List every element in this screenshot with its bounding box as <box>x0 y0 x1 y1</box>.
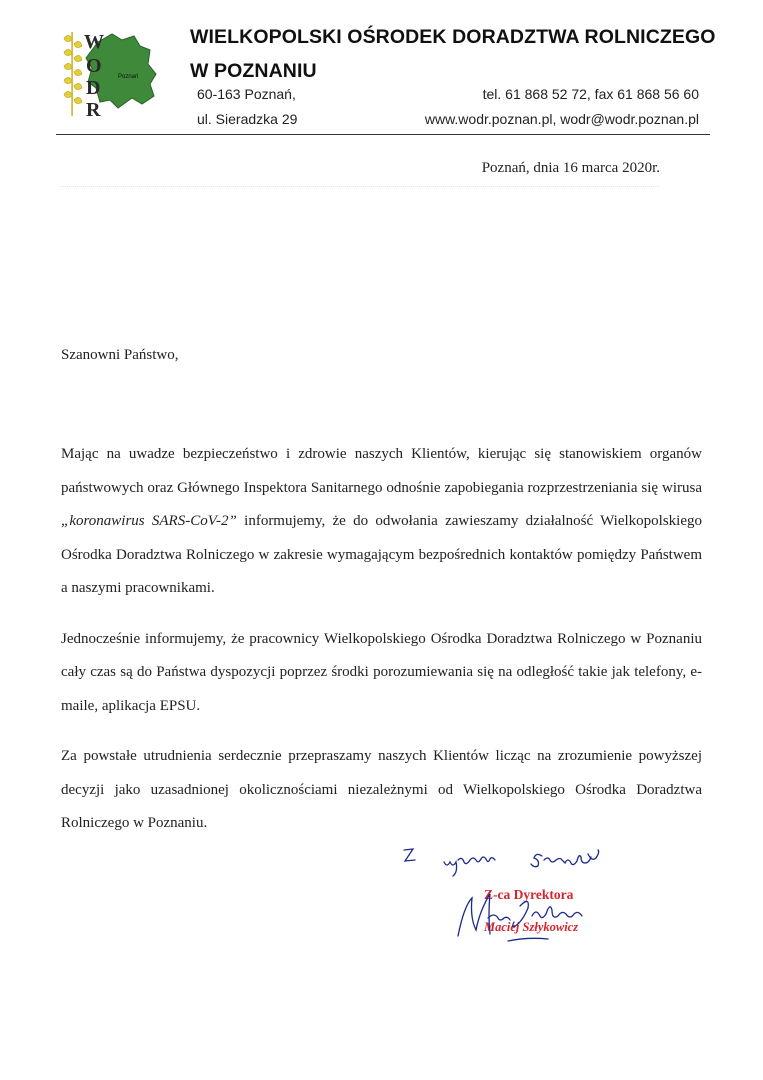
paragraph-3: Za powstałe utrudnienia serdecznie przepraszamy naszych Klientów licząc na zrozumienie powyższej decyzji jako uzasadnionej okolicznościami niezależnymi od Wielkopolskiego Ośrodka Doradztwa Rolniczego w Poznaniu. <box>61 748 702 831</box>
scan-artifact-line <box>60 186 660 187</box>
handwritten-closing-note <box>392 842 642 878</box>
org-name-line2: W POZNANIU <box>190 60 317 82</box>
p1-text-end: informujemy, że do odwołania zawieszamy działalność Wielkopolskiego Ośrodka Doradztwa Rolniczego w zakresie wymagającym bezpośrednich kontaktów pomiędzy Państwem a naszymi pracownikami. <box>61 513 702 596</box>
signature <box>448 886 608 946</box>
header-divider <box>56 134 710 135</box>
stamp-name: Maciej Szłykowicz <box>484 920 579 934</box>
svg-text:D: D <box>86 77 101 99</box>
paragraph-1 <box>61 438 702 606</box>
p1-text-start: Mając na uwadze bezpieczeństwo i zdrowie naszych Klientów, kierując się stanowiskiem organów państwowych oraz Głównego Inspektora Sanitarnego odnośnie zapobiegania rozprzestrzeniania się wirusa <box>61 446 702 496</box>
wodr-logo <box>58 28 162 120</box>
letter-body <box>61 438 702 858</box>
virus-name: „koronawirus SARS-CoV-2” <box>61 513 237 529</box>
phone-fax: tel. 61 868 52 72, fax 61 868 56 60 <box>482 86 699 102</box>
svg-text:O: O <box>86 55 102 77</box>
svg-text:W: W <box>84 31 104 53</box>
address-line2: ul. Sieradzka 29 <box>197 111 298 127</box>
org-name-line1: WIELKOPOLSKI OŚRODEK DORADZTWA ROLNICZEGO <box>190 26 716 48</box>
letter-date: Poznań, dnia 16 marca 2020r. <box>481 160 660 176</box>
stamp-title: Z-ca Dyrektora <box>484 887 574 902</box>
svg-text:R: R <box>86 99 101 120</box>
web-email[interactable]: www.wodr.poznan.pl, wodr@wodr.poznan.pl <box>424 111 699 127</box>
wheat-icon <box>64 32 82 116</box>
map-label: Poznań <box>118 74 139 80</box>
greeting: Szanowni Państwo, <box>61 347 179 363</box>
address-line1: 60-163 Poznań, <box>197 86 296 102</box>
paragraph-2: Jednocześnie informujemy, że pracownicy Wielkopolskiego Ośrodka Doradztwa Rolniczego w Poznaniu cały czas są do Państwa dyspozycji poprzez środki porozumiewania się na odległość takie jak telefony, e-maile, aplikacja EPSU. <box>61 630 702 714</box>
